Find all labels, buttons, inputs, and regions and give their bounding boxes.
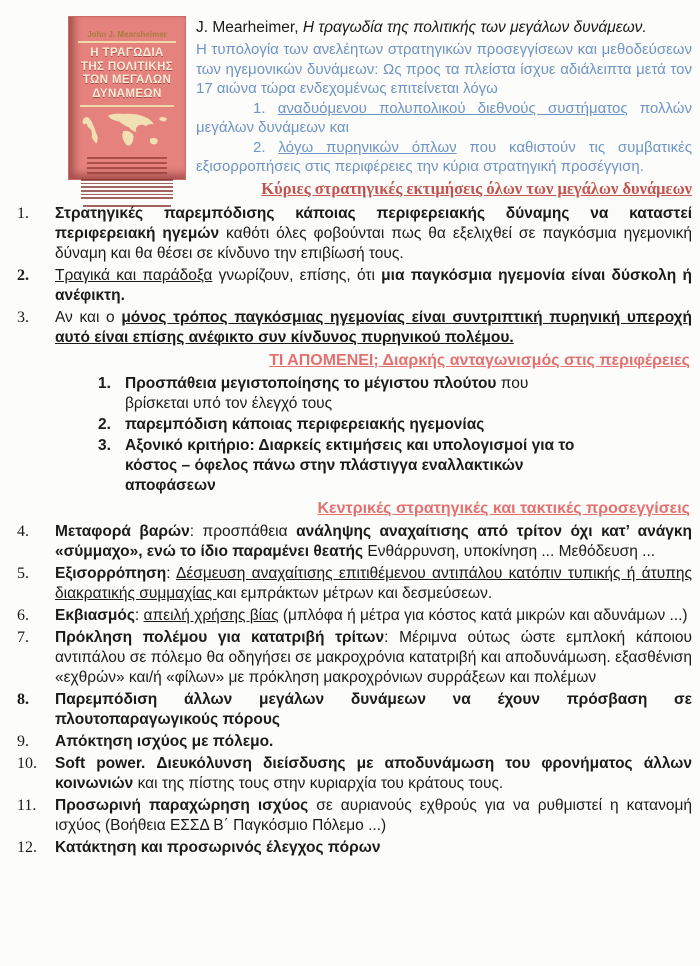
list-item-text (55, 755, 692, 792)
list-item-number: 9. (17, 732, 29, 750)
list-item (14, 606, 692, 626)
book-cover-title-line: ΤΗΣ ΠΟΛΙΤΙΚΗΣ (80, 60, 174, 73)
citation-line (196, 18, 692, 37)
text-segment: Πρόκληση πολέμου για κατατριβή τρίτων (55, 628, 385, 646)
text-segment: (μπλόφα ή μέτρα για κόστος κατά μικρών και αδυνάμων ...) (278, 606, 688, 624)
list-item-text (55, 523, 692, 560)
text-segment: μόνος τρόπος παγκόσμιας ηγεμονίας είναι συντριπτική πυρηνική υπεροχή αυτό είναι επίσης ανέφικτο συν κίνδυνος πυρηνικού πολέμου. (55, 308, 692, 346)
list-item-number: 6. (17, 606, 29, 624)
list-item (14, 204, 692, 264)
list-item-text (55, 607, 688, 624)
list-item (14, 690, 692, 730)
list-item (14, 628, 692, 688)
text-segment: και εμπράκτων μέτρων και δεσμεύσεων. (216, 584, 493, 602)
text-segment: Κατάκτηση και προσωρινός έλεγχος πόρων (55, 838, 381, 856)
intro-list-item (196, 138, 692, 177)
list-item (14, 564, 692, 604)
list-item (14, 838, 692, 858)
sub-list-item (98, 415, 587, 435)
world-map-graphic (79, 112, 175, 154)
intro-item-underlined: λόγω πυρηνικών όπλων (278, 138, 457, 156)
text-segment: Στρατηγικές παρεμπόδισης κάποιας περιφερειακής δύναμης να καταστεί περιφερειακή ηγεμών (55, 204, 692, 242)
text-segment: σε αυριανούς εχθρούς για να ρυθμιστεί η κατανομή ισχύος (Βοήθεια ΕΣΣΔ Β΄ Παγκόσμιο Πόλεμο ...) (55, 796, 692, 834)
text-segment: Τραγικά και παράδοξα (55, 266, 213, 284)
book-cover-title-line: ΔΥΝΑΜΕΩΝ (92, 87, 162, 100)
main-flow (14, 204, 692, 858)
intro-item-rest: πολλών μεγάλων δυνάμεων και (196, 99, 692, 136)
citation-title: Η τραγωδία της πολιτικής των μεγάλων δυνάμεων. (298, 19, 647, 36)
citation-author: J. Mearheimer, (196, 19, 299, 36)
text-segment: που βρίσκεται υπό τον έλεγχό τους (125, 374, 529, 412)
text-segment: Απόκτηση ισχύος με πόλεμο. (55, 732, 274, 750)
text-segment: : (166, 564, 176, 582)
list-item-text (55, 565, 692, 602)
list-item-text (55, 309, 692, 346)
list-item-number: 7. (17, 628, 29, 646)
list-item-text (55, 691, 692, 728)
text-segment: καθότι όλες φοβούνται πως θα εξελιχθεί σε παγκόσμια ηγεμονική δύναμη και θα θέσει σε κίνδυνο την επιβίωσή τους. (55, 224, 692, 262)
text-segment: ανάληψης αναχαίτισης από τρίτον όχι κατ’ ανάγκη «σύμμαχο», ενώ το ίδιο παραμένει θεατής (55, 522, 692, 560)
text-segment: : προσπάθεια (189, 522, 297, 540)
text-segment: γνωρίζουν, επίσης, ότι (212, 266, 382, 284)
text-segment: Εξισορρόπηση (55, 564, 167, 582)
section-heading: Κεντρικές στρατηγικές και τακτικές προσεγγίσεις (317, 499, 690, 517)
list-item-text (55, 267, 692, 304)
intro-list-item (196, 99, 692, 138)
intro-item-number: 2. (253, 138, 279, 156)
list-item-text (55, 733, 273, 750)
list-item-number: 8. (17, 690, 29, 708)
list-item (14, 266, 692, 306)
list-item (14, 522, 692, 562)
list-item (14, 754, 692, 794)
list-item (14, 796, 692, 836)
text-segment: : Μέριμνα ούτως ώστε εμπλοκή κάποιου αντιπάλου σε πόλεμο θα οδηγήσει σε μακροχρόνια κατατριβή και αποδυνάμωση. εξασθένιση «εχθρών» και/ή «φίλων» με πρόκληση μακροχρόνιων συρράξεων και πολέμων (55, 628, 692, 686)
list-item-text (55, 629, 692, 686)
list-item-number: 2. (17, 266, 29, 284)
list-item-number: 5. (17, 564, 29, 582)
cover-divider (80, 105, 174, 107)
intro-item-rest: που καθιστούν τις συμβατικές εξισορροπήσεις στις περιφέρειες την κύρια στρατηγική προσέγγιση. (196, 138, 692, 175)
text-segment: και της πίστης τους στην κυριαρχία του κράτους τους. (137, 774, 504, 792)
list-item-number: 4. (17, 522, 29, 540)
text-segment: Παρεμπόδιση άλλων μεγάλων δυνάμεων να έχουν πρόσβαση σε πλουτοπαραγωγικούς πόρους (55, 690, 692, 728)
book-cover-title-line: Η ΤΡΑΓΩΔΙΑ (90, 47, 164, 59)
main-red-heading: Κύριες στρατηγικές εκτιμήσεις όλων των μεγάλων δυνάμεων (261, 178, 692, 198)
list-item-text (125, 437, 574, 494)
list-item-number: 3. (17, 308, 29, 326)
text-segment: μια παγκόσμια ηγεμονία είναι δύσκολη ή ανέφικτη. (55, 266, 692, 304)
list-item-text (55, 205, 692, 262)
list-item (14, 732, 692, 752)
text-segment: : (134, 606, 144, 624)
text-segment: Αξονικό κριτήριο: Διαρκείς εκτιμήσεις και υπολογισμοί για το κόστος – όφελος πάνω στην πλάστιγγα εναλλακτικών αποφάσεων (125, 436, 575, 494)
intro-list (196, 99, 692, 177)
text-segment: Αν και ο (55, 308, 122, 326)
intro-item-underlined: αναδυόμενου πολυπολικού διεθνούς συστήματος (277, 99, 628, 117)
text-segment: Προσπάθεια μεγιστοποίησης το μέγιστου πλούτου (125, 374, 497, 392)
list-item-text (125, 416, 484, 433)
list-item-number: 1. (17, 204, 29, 222)
section-heading: ΤΙ ΑΠΟΜΕΝΕΙ; Διαρκής ανταγωνισμός στις περιφέρειες (269, 351, 690, 369)
list-item-text (55, 797, 692, 834)
text-segment: Ενθάρρυνση, υποκίνηση ... Μεθόδευση ... (367, 542, 656, 560)
list-item (14, 308, 692, 348)
list-item-number: 1. (98, 374, 111, 392)
text-segment: Δέσμευση αναχαίτισης επιτιθέμενου αντιπάλου κατόπιν τυπικής ή άτυπης διακρατικής συμμαχίας (55, 564, 692, 602)
sub-list-item (98, 436, 587, 496)
text-segment: Soft power. Διευκόλυνση διείσδυσης με αποδυνάμωση του φρονήματος άλλων κοινωνιών (55, 754, 692, 792)
intro-paragraph: Η τυπολογία των ανελέητων στρατηγικών προσεγγίσεων και μεθοδεύσεων των ηγεμονικών δυνάμεων: Ως προς τα πλείστα ίσχυε αδιάλειπτα μετά τον 17 αιώνα τώρα ενδεχομένως επιτείνεται λόγω (196, 41, 692, 97)
text-segment: απειλή χρήσης βίας (143, 606, 279, 624)
cover-fine-print (69, 157, 185, 207)
list-item-text (125, 375, 528, 412)
list-item-number: 12. (17, 838, 37, 856)
text-segment: Εκβιασμός (55, 606, 135, 624)
text-segment: παρεμπόδιση κάποιας περιφερειακής ηγεμονίας (125, 415, 485, 433)
list-item-number: 11. (17, 796, 37, 814)
list-item-number: 3. (98, 436, 111, 454)
list-item-number: 2. (98, 415, 111, 433)
intro-column (196, 16, 692, 199)
text-segment: Προσωρινή παραχώρηση ισχύος (55, 796, 317, 814)
list-item-text (55, 839, 380, 856)
book-cover-title-line: ΤΩΝ ΜΕΓΑΛΩΝ (82, 74, 172, 86)
intro-item-number: 1. (253, 99, 278, 117)
sub-list-item (98, 374, 587, 414)
book-cover-title (69, 47, 185, 101)
book-cover (68, 16, 186, 180)
book-cover-author: John J. Mearsheimer (78, 30, 176, 43)
text-segment: Μεταφορά βαρών (55, 522, 190, 540)
header-section (14, 16, 692, 199)
list-item-number: 10. (17, 754, 37, 772)
